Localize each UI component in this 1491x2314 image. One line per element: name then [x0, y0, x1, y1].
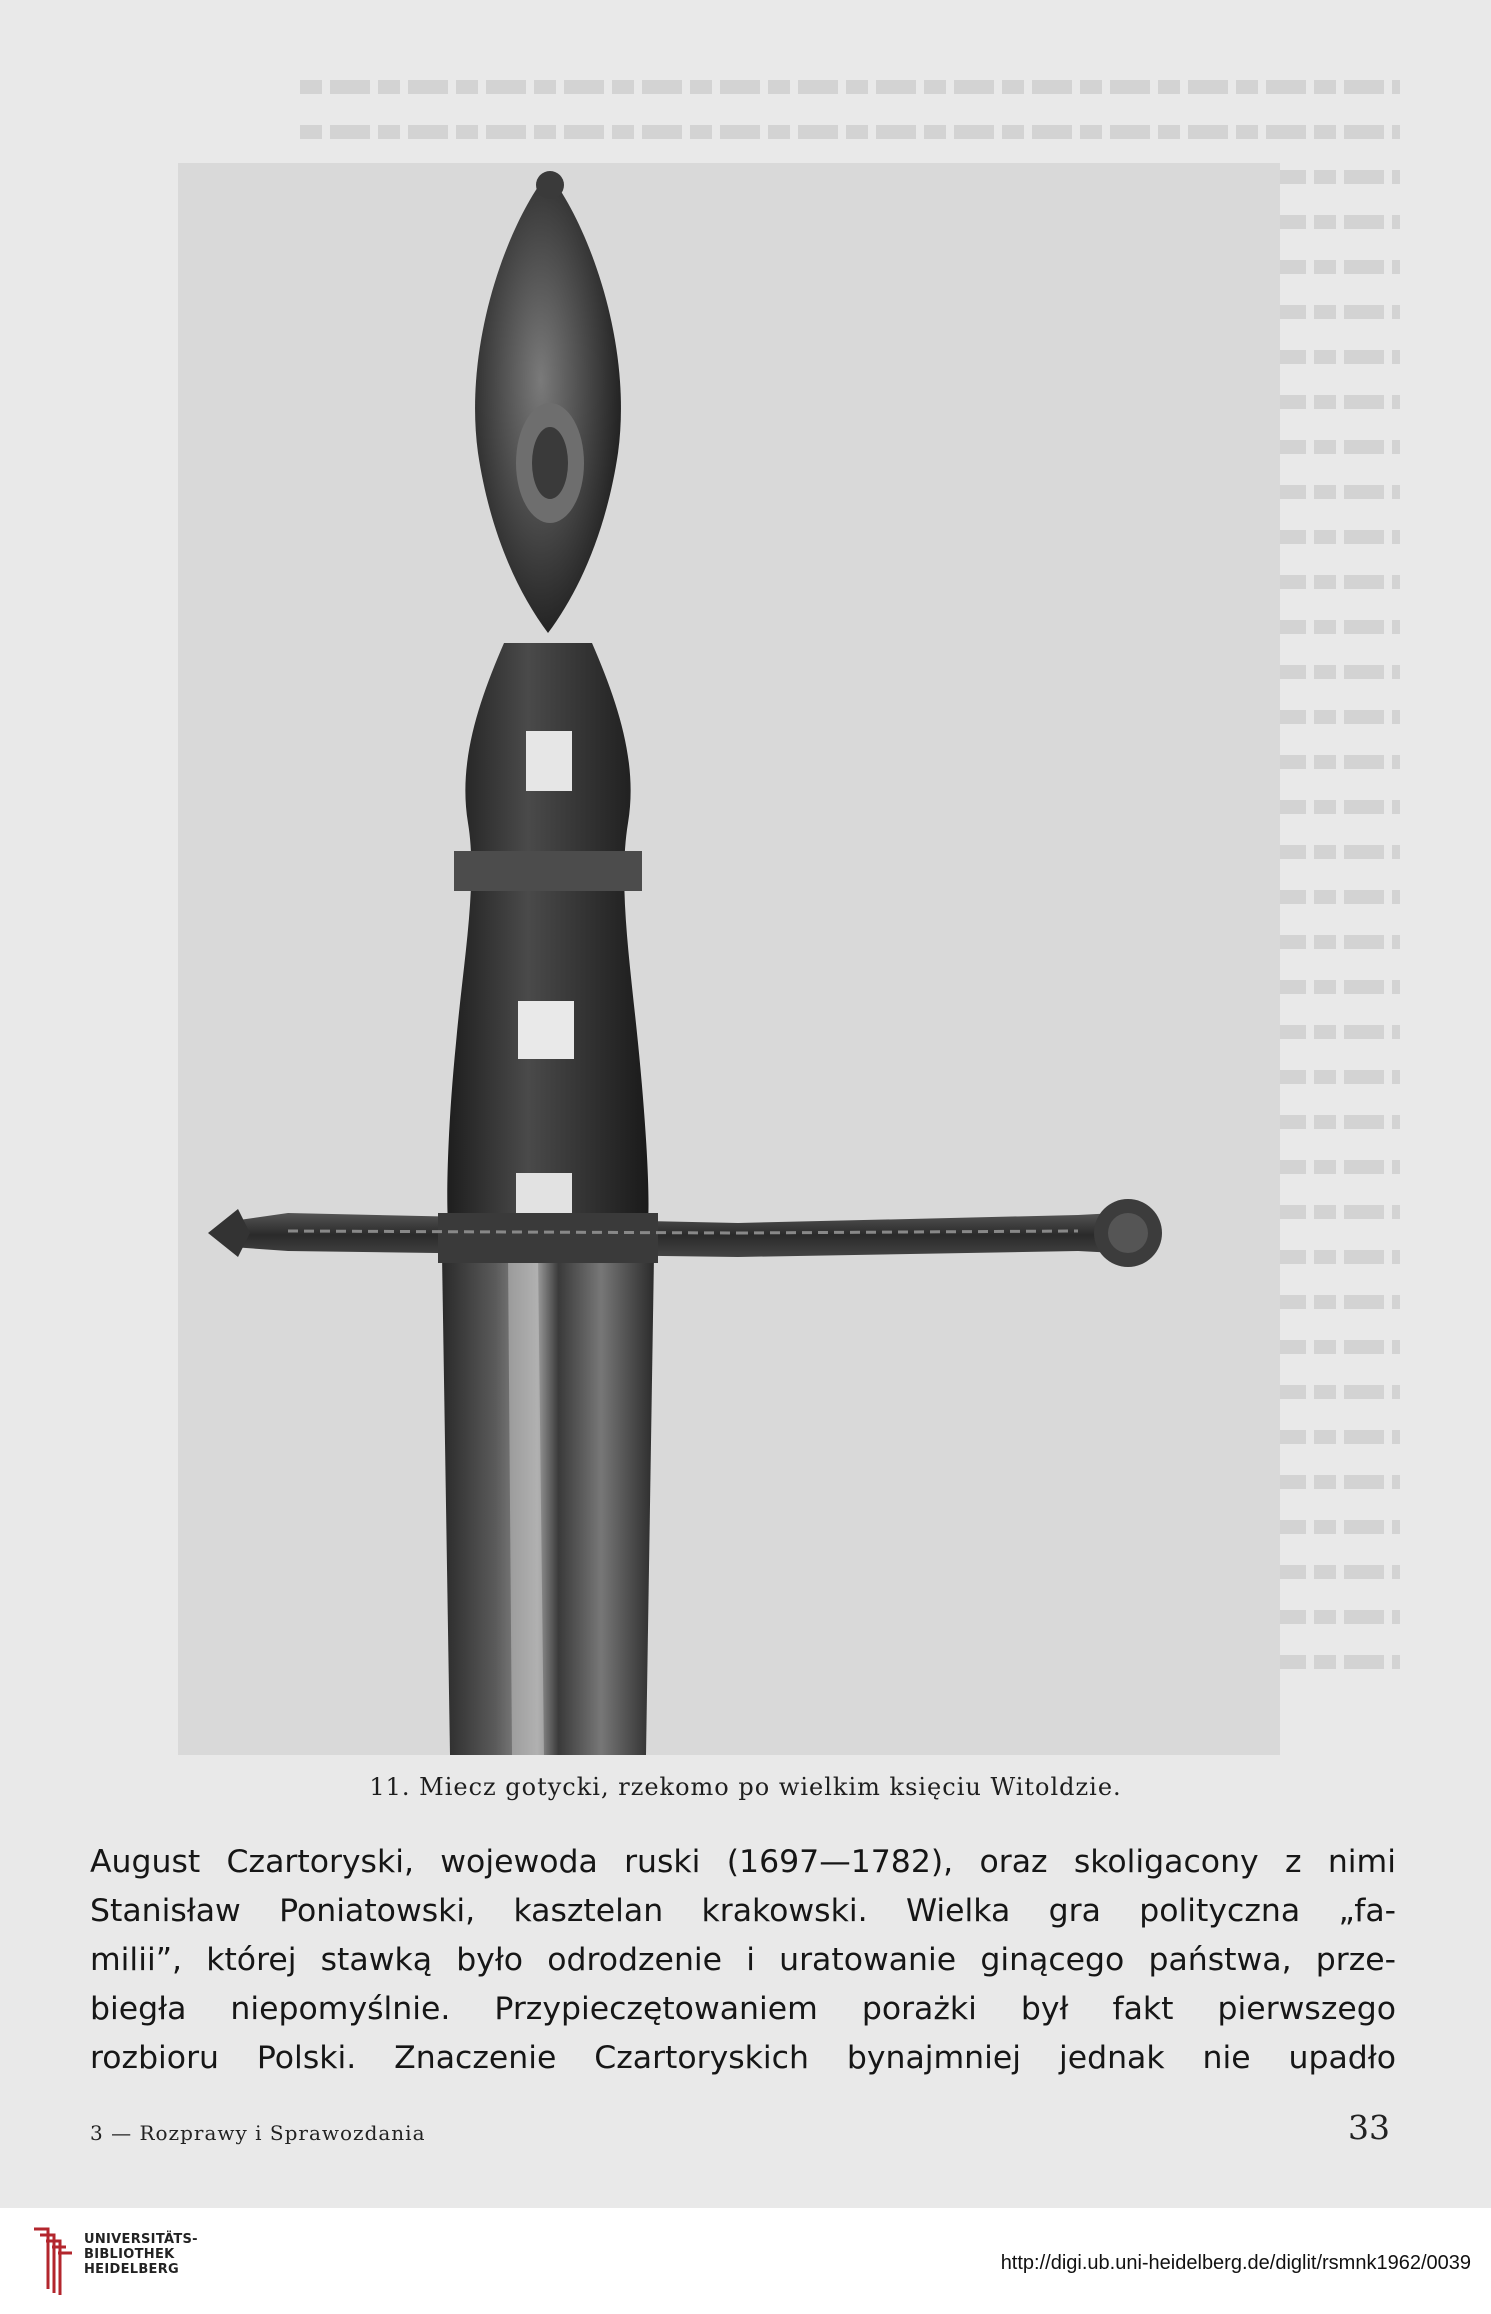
sword-photograph	[178, 163, 1280, 1755]
body-line: rozbioru Polski. Znaczenie Czartoryskich bynajmniej jednak nie upadło	[90, 2040, 1396, 2076]
body-line: milii”, której stawką było odrodzenie i uratowanie ginącego państwa, prze-	[90, 1942, 1396, 1978]
body-line: Stanisław Poniatowski, kasztelan krakowski. Wielka gra polityczna „fa-	[90, 1893, 1396, 1929]
body-line: August Czartoryski, wojewoda ruski (1697—1782), oraz skoligacony z nimi	[90, 1844, 1396, 1880]
body-line: biegła niepomyślnie. Przypieczętowaniem porażki był fakt pierwszego	[90, 1991, 1396, 2027]
body-paragraph	[90, 1838, 1396, 2083]
source-url-link[interactable]: http://digi.ub.uni-heidelberg.de/diglit/rsmnk1962/0039	[1000, 2252, 1471, 2274]
library-logo-icon	[30, 2225, 74, 2297]
page-number: 33	[1348, 2108, 1390, 2147]
figure-caption: 11. Miecz gotycki, rzekomo po wielkim księciu Witoldzie.	[369, 1773, 1122, 1801]
library-name-line: BIBLIOTHEK	[84, 2247, 175, 2262]
library-name-line: HEIDELBERG	[84, 2262, 180, 2277]
library-name-line: UNIVERSITÄTS-	[84, 2232, 198, 2247]
library-name	[84, 2232, 198, 2277]
running-title: 3 — Rozprawy i Sprawozdania	[90, 2121, 426, 2145]
